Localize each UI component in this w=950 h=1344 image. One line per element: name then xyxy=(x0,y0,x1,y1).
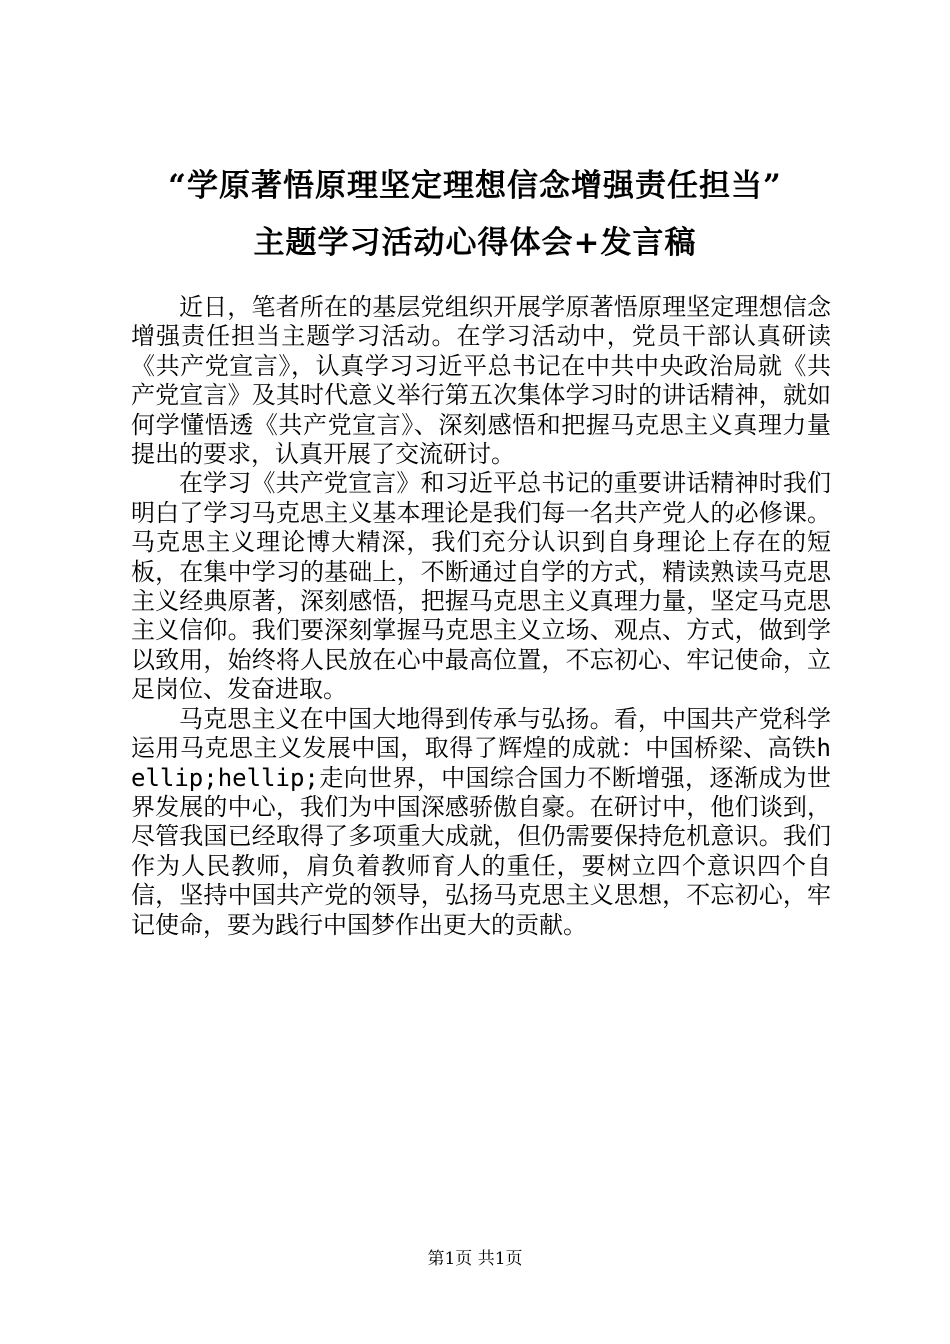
document-title-line-2: 主题学习活动心得体会+发言稿 xyxy=(253,225,697,261)
body-paragraph-2: 在学习《共产党宣言》和习近平总书记的重要讲话精神时我们明白了学习马克思主义基本理论是我们每一名共产党人的必修课。马克思主义理论博大精深，我们充分认识到自身理论上存在的短板，在集中学习的基础上，不断通过自学的方式，精读熟读马克思主义经典原著，深刻感悟，把握马克思主义真理力量，坚定马克思主义信仰。我们要深刻掌握马克思主义立场、观点、方式，做到学以致用，始终将人民放在心中最高位置，不忘初心、牢记使命，立足岗位、发奋进取。 xyxy=(131,469,831,704)
body-paragraph-1: 近日，笔者所在的基层党组织开展学原著悟原理坚定理想信念增强责任担当主题学习活动。在学习活动中，党员干部认真研读《共产党宣言》，认真学习习近平总书记在中共中央政治局就《共产党宣言》及其时代意义举行第五次集体学习时的讲话精神，就如何学懂悟透《共产党宣言》、深刻感悟和把握马克思主义真理力量提出的要求，认真开展了交流研讨。 xyxy=(131,293,831,469)
document-body xyxy=(131,293,831,940)
page-footer: 第1页 共1页 xyxy=(427,1249,523,1269)
body-paragraph-3: 马克思主义在中国大地得到传承与弘扬。看，中国共产党科学运用马克思主义发展中国，取得了辉煌的成就：中国桥梁、高铁hellip;hellip;走向世界，中国综合国力不断增强，逐渐成为世界发展的中心，我们为中国深感骄傲自豪。在研讨中，他们谈到，尽管我国已经取得了多项重大成就，但仍需要保持危机意识。我们作为人民教师，肩负着教师育人的重任，要树立四个意识四个自信，坚持中国共产党的领导，弘扬马克思主义思想，不忘初心，牢记使命，要为践行中国梦作出更大的贡献。 xyxy=(131,704,831,939)
document-title-line-1: “学原著悟原理坚定理想信念增强责任担当” xyxy=(168,168,782,204)
